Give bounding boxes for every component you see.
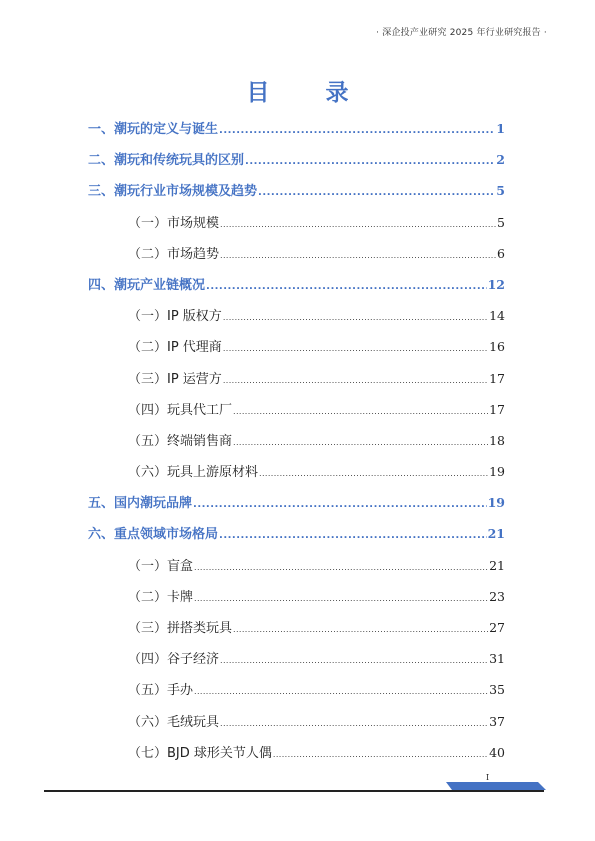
toc-entry[interactable]: [88, 643, 505, 674]
toc-leader-dots: [219, 115, 495, 146]
toc-entry[interactable]: [88, 674, 505, 705]
toc-leader-dots: [223, 333, 488, 364]
toc-entry[interactable]: [88, 737, 505, 768]
toc-entry[interactable]: [88, 238, 505, 269]
toc-leader-dots: [259, 458, 488, 489]
toc-entry-label: （一）IP 版权方: [128, 309, 222, 325]
report-header: · 深企投产业研究 2025 年行业研究报告 ·: [376, 28, 547, 38]
toc-entry-label: （二）卡牌: [128, 589, 194, 605]
toc-entry[interactable]: [88, 456, 505, 487]
toc-leader-dots: [245, 146, 495, 177]
toc-entry-page: 40: [489, 744, 505, 760]
toc-entry[interactable]: [88, 394, 505, 425]
toc-entry-page: 2: [496, 152, 505, 168]
toc-entry[interactable]: [88, 331, 505, 362]
toc-entry-page: 14: [489, 308, 505, 324]
toc-entry[interactable]: [88, 550, 505, 581]
toc-leader-dots: [220, 645, 488, 676]
toc-leader-dots: [220, 708, 488, 739]
toc-entry-label: 四、潮玩产业链概况: [88, 277, 206, 293]
toc-entry[interactable]: [88, 487, 505, 518]
toc-entry-page: 21: [487, 526, 505, 542]
toc-entry[interactable]: [88, 269, 505, 300]
toc-entry-label: （五）手办: [128, 683, 194, 699]
toc-entry-page: 17: [489, 370, 505, 386]
toc-entry-label: （五）终端销售商: [128, 433, 233, 449]
toc-entry-page: 23: [489, 588, 505, 604]
toc-entry-label: （三）拼搭类玩具: [128, 621, 233, 636]
toc-entry[interactable]: [88, 425, 505, 456]
toc-leader-dots: [220, 240, 496, 271]
toc-entry-label: 五、国内潮玩品牌: [88, 496, 193, 512]
toc-entry[interactable]: [88, 518, 505, 549]
toc-entry[interactable]: [88, 612, 505, 643]
toc-entry[interactable]: [88, 144, 505, 175]
toc-entry-label: （六）毛绒玩具: [128, 714, 220, 730]
footer-rule: [44, 790, 544, 792]
toc-entry[interactable]: [88, 300, 505, 331]
toc-entry-label: （三）IP 运营方: [128, 371, 222, 387]
toc-entry-label: （七）BJD 球形关节人偶: [128, 745, 272, 761]
toc-entry-label: （一）盲盒: [128, 558, 194, 574]
toc-leader-dots: [223, 302, 488, 333]
toc-entry[interactable]: [88, 113, 505, 144]
toc-leader-dots: [223, 365, 488, 396]
toc-entry[interactable]: [88, 706, 505, 737]
toc-leader-dots: [194, 583, 488, 614]
toc-entry-page: 16: [489, 339, 505, 355]
toc-leader-dots: [258, 177, 495, 208]
toc-entry[interactable]: [88, 207, 505, 238]
toc-entry-page: 31: [489, 651, 505, 667]
toc-leader-dots: [206, 271, 487, 302]
toc-leader-dots: [233, 427, 488, 458]
toc-entry-page: 35: [489, 682, 505, 698]
toc-entry-label: （四）谷子经济: [128, 652, 220, 668]
toc-entry-page: 27: [489, 620, 505, 635]
toc-entry-label: 三、潮玩行业市场规模及趋势: [88, 184, 258, 200]
toc-entry[interactable]: [88, 175, 505, 206]
toc-entry-label: （四）玩具代工厂: [128, 402, 233, 418]
toc-entry[interactable]: [88, 363, 505, 394]
toc-leader-dots: [219, 520, 487, 551]
toc-entry-page: 21: [489, 557, 505, 573]
toc-entry[interactable]: [88, 581, 505, 612]
toc-entry-label: （二）市场趋势: [128, 246, 220, 262]
toc-entry-page: 19: [489, 464, 505, 480]
toc-leader-dots: [194, 552, 488, 583]
toc-leader-dots: [233, 614, 488, 645]
toc-leader-dots: [233, 396, 488, 427]
toc-entry-label: 二、潮玩和传统玩具的区别: [88, 153, 245, 169]
toc-entry-page: 5: [496, 183, 505, 199]
toc-entry-page: 6: [497, 245, 505, 261]
toc-entry-label: （一）市场规模: [128, 215, 220, 231]
toc-entry-label: 一、潮玩的定义与诞生: [88, 122, 219, 137]
page-number: I: [486, 773, 490, 782]
toc-leader-dots: [273, 739, 488, 770]
table-of-contents: [88, 113, 505, 768]
toc-entry-page: 12: [487, 276, 505, 292]
toc-entry-label: （二）IP 代理商: [128, 340, 222, 356]
page-title: 目 录: [246, 80, 373, 106]
toc-entry-page: 37: [489, 713, 505, 729]
toc-leader-dots: [193, 489, 487, 520]
toc-entry-label: 六、重点领域市场格局: [88, 527, 219, 543]
toc-entry-page: 19: [487, 495, 505, 511]
toc-entry-page: 1: [496, 121, 505, 136]
toc-leader-dots: [220, 209, 496, 240]
toc-entry-page: 18: [489, 432, 505, 448]
toc-entry-label: （六）玩具上游原材料: [128, 465, 259, 481]
toc-entry-page: 5: [497, 214, 505, 230]
toc-leader-dots: [194, 676, 488, 707]
toc-entry-page: 17: [489, 401, 505, 417]
